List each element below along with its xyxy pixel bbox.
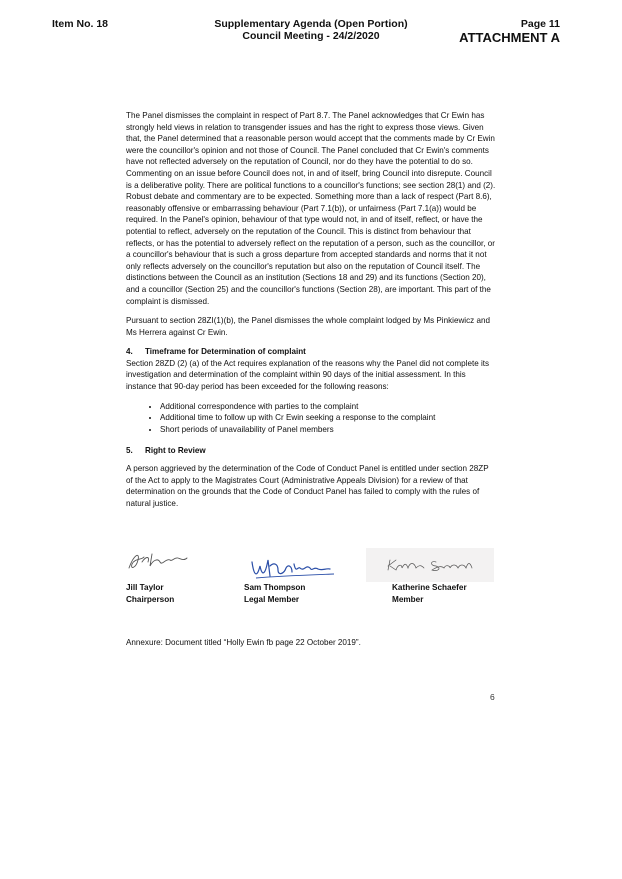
signatory-jill-taylor: [126, 582, 174, 605]
list-item: • Short periods of unavailability of Panel members: [160, 424, 496, 436]
section-title: Timeframe for Determination of complaint: [145, 347, 306, 357]
section-title: Right to Review: [145, 446, 206, 456]
attachment-label: ATTACHMENT A: [459, 30, 560, 45]
section-5-heading: [126, 445, 496, 457]
agenda-title: Supplementary Agenda (Open Portion): [214, 18, 408, 30]
meeting-title: Council Meeting - 24/2/2020: [242, 30, 380, 42]
signatory-katherine-schaefer: [392, 582, 467, 605]
section-4-heading: [126, 346, 496, 358]
document-body: [126, 110, 496, 517]
list-item: • Additional time to follow up with Cr Ewin seeking a response to the complaint: [160, 412, 496, 424]
signatory-name: Katherine Schaefer: [392, 583, 467, 592]
annexure-note: Annexure: Document titled “Holly Ewin fb page 22 October 2019”.: [126, 638, 361, 647]
signature-katherine-schaefer: [366, 548, 494, 582]
paragraph-dismissal: Pursuant to section 28ZI(1)(b), the Panel dismisses the whole complaint lodged by Ms Pinkiewicz and Ms Herrera against Cr Ewin.: [126, 316, 490, 337]
agenda-header: [160, 18, 462, 42]
signatory-role: Legal Member: [244, 594, 300, 604]
signatory-sam-thompson: [244, 582, 305, 605]
section-number: 5.: [126, 446, 133, 456]
signatory-role: Member: [392, 594, 424, 604]
signatory-name: Sam Thompson: [244, 583, 306, 592]
signatory-role: Chairperson: [126, 594, 175, 604]
section-4-body: Section 28ZD (2) (a) of the Act requires explanation of the reasons why the Panel did not complete its investigation and determination of the complaint within 90 days of the initial assessment. In this instance that 90-day period has been exceeded for the following reasons:: [126, 358, 490, 392]
page-header: [459, 18, 560, 45]
section-number: 4.: [126, 347, 133, 357]
page-number: 6: [490, 692, 495, 702]
page-label: Page 11: [520, 18, 560, 30]
signature-jill-taylor: [126, 548, 190, 574]
paragraph-part-8-7: The Panel dismisses the complaint in respect of Part 8.7. The Panel acknowledges that Cr Ewin has strongly held views in relation to transgender issues and has the right to express those views. Given that, the Panel determined that a reasonable person would accept that the comments made by Cr Ewin were the councillor's opinion and not those of Council. The Panel concluded that Cr Ewin's comments have not reflected adversely on the reputation of Council, nor do they have the potential to do so. Commenting on an issue before Council does not, in and of itself, bring Council into disrepute. Council is a deliberative polity. There are political functions to a councillor's functions; see section 28(1) and (2). Robust debate and commentary are to be expected. Something more than a lack of respect (Part 8.6), reasonably offensive or embarrassing behaviour (Part 7.1(b)), or unfairness (Part 7.1(a)) would be required. In the Panel's opinion, behaviour of that type would not, in and of itself, reflect, or have the potential to reflect, adversely on the reputation of the Council. This is distinct from behaviour that reflects, or has the potential to adversely reflect on the reputation of a person, such as the councillor, or a councillor's behaviour that is such a gross departure from accepted standards and norms that it not only reflects adversely on the councillor's reputation but also on the reputation of Council itself. The distinctions between the Council as an institution (Sections 18 and 29) and its functions (Section 20), and a councillor (Section 25) and the councillor's functions (Section 28), are important. This part of the complaint is dismissed.: [126, 111, 496, 306]
item-number: Item No. 18: [52, 18, 109, 30]
list-item: • Additional correspondence with parties to the complaint: [160, 401, 496, 413]
signatory-name: Jill Taylor: [126, 583, 164, 592]
reasons-list: [126, 401, 496, 436]
section-5-body: A person aggrieved by the determination of the Code of Conduct Panel is entitled under section 28ZP of the Act to apply to the Magistrates Court (Administrative Appeals Division) for a review of that determination on the grounds that the Code of Conduct Panel has failed to comply with the rules of natural justice.: [126, 464, 489, 508]
signature-sam-thompson: [248, 552, 338, 582]
